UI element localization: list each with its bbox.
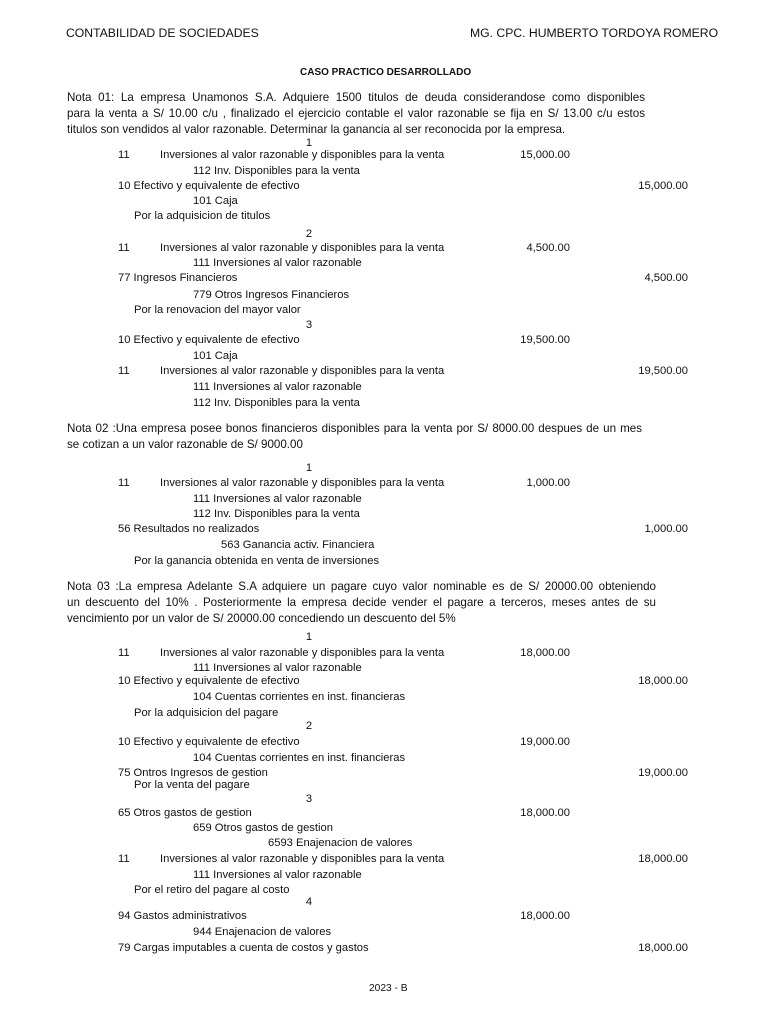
credit-account: Inversiones al valor razonable y disponibles para la venta: [160, 853, 445, 865]
sub-account: 112 Inv. Disponibles para la venta: [193, 508, 360, 520]
sub-account: 779 Otros Ingresos Financieros: [193, 289, 350, 301]
debit-amount: 18,000.00: [520, 910, 570, 922]
credit-amount: 4,500.00: [644, 272, 688, 284]
sub-account: 101 Caja: [193, 195, 238, 207]
entry-gloss: Por la ganancia obtenida en venta de inversiones: [134, 555, 380, 567]
debit-account: Inversiones al valor razonable y disponibles para la venta: [160, 149, 445, 161]
nota-1-line: Nota 01: La empresa Unamonos S.A. Adquiere 1500 titulos de deuda considerandose como disponibles: [67, 91, 645, 104]
debit-amount: 1,000.00: [526, 477, 570, 489]
entry-number: 1: [305, 137, 313, 149]
entry-gloss: Por la renovacion del mayor valor: [134, 304, 301, 316]
sub-account: 112 Inv. Disponibles para la venta: [193, 397, 360, 409]
credit-account: Inversiones al valor razonable y disponibles para la venta: [160, 365, 445, 377]
entry-number: 1: [305, 631, 313, 643]
debit-account: 10 Efectivo y equivalente de efectivo: [118, 736, 300, 748]
account-code: 11: [118, 365, 130, 377]
debit-account: 65 Otros gastos de gestion: [118, 807, 252, 819]
sub-account: 111 Inversiones al valor razonable: [193, 493, 362, 505]
account-code: 11: [118, 242, 130, 254]
credit-amount: 18,000.00: [638, 853, 688, 865]
debit-account: 10 Efectivo y equivalente de efectivo: [118, 334, 300, 346]
entry-number: 2: [305, 228, 313, 240]
credit-account: 75 Ontros Ingresos de gestion: [118, 767, 268, 779]
credit-account: 79 Cargas imputables a cuenta de costos y gastos: [118, 942, 369, 954]
nota-2-line: se cotizan a un valor razonable de S/ 9000.00: [67, 438, 303, 451]
nota-2-line: Nota 02 :Una empresa posee bonos financieros disponibles para la venta por S/ 8000.00 despues de un mes: [67, 422, 642, 435]
credit-account: 10 Efectivo y equivalente de efectivo: [118, 180, 300, 192]
entry-number: 1: [305, 462, 313, 474]
account-code: 11: [118, 149, 130, 161]
nota-1-statement: [67, 90, 645, 138]
sub-account: 563 Ganancia activ. Financiera: [221, 539, 375, 551]
debit-amount: 19,500.00: [520, 334, 570, 346]
credit-amount: 18,000.00: [638, 942, 688, 954]
entry-gloss: Por la adquisicion del pagare: [134, 707, 279, 719]
account-code: 11: [118, 477, 130, 489]
entry-gloss: Por la adquisicion de titulos: [134, 210, 271, 222]
credit-account: 56 Resultados no realizados: [118, 523, 260, 535]
sub-account: 111 Inversiones al valor razonable: [193, 662, 362, 674]
sub-account: 6593 Enajenacion de valores: [268, 837, 413, 849]
debit-account: Inversiones al valor razonable y disponibles para la venta: [160, 647, 445, 659]
credit-amount: 19,000.00: [638, 767, 688, 779]
debit-amount: 18,000.00: [520, 807, 570, 819]
sub-account: 659 Otros gastos de gestion: [193, 822, 333, 834]
sub-account: 111 Inversiones al valor razonable: [193, 381, 362, 393]
credit-amount: 19,500.00: [638, 365, 688, 377]
entry-gloss: Por el retiro del pagare al costo: [134, 884, 290, 896]
account-code: 11: [118, 853, 130, 865]
sub-account: 101 Caja: [193, 350, 238, 362]
debit-amount: 15,000.00: [520, 149, 570, 161]
entry-number: 3: [305, 793, 313, 805]
nota-3-statement: [67, 579, 656, 627]
credit-amount: 18,000.00: [638, 675, 688, 687]
credit-amount: 1,000.00: [644, 523, 688, 535]
sub-account: 112 Inv. Disponibles para la venta: [193, 165, 360, 177]
header-author: MG. CPC. HUMBERTO TORDOYA ROMERO: [470, 26, 719, 40]
sub-account: 111 Inversiones al valor razonable: [193, 869, 362, 881]
account-code: 11: [118, 647, 130, 659]
debit-account: 94 Gastos administrativos: [118, 910, 247, 922]
sub-account: 944 Enajenacion de valores: [193, 926, 332, 938]
debit-amount: 19,000.00: [520, 736, 570, 748]
footer-period: 2023 - B: [369, 983, 408, 994]
document-title: CASO PRACTICO DESARROLLADO: [300, 67, 472, 78]
credit-amount: 15,000.00: [638, 180, 688, 192]
credit-account: 10 Efectivo y equivalente de efectivo: [118, 675, 300, 687]
sub-account: 104 Cuentas corrientes en inst. financieras: [193, 752, 406, 764]
nota-2-statement: [67, 421, 642, 453]
entry-number: 4: [305, 896, 313, 908]
nota-3-line: vencimiento por un valor de S/ 20000.00 concediendo un descuento del 5%: [67, 612, 456, 625]
debit-amount: 18,000.00: [520, 647, 570, 659]
header-course-title: CONTABILIDAD DE SOCIEDADES: [66, 26, 259, 40]
nota-1-line: para la venta a S/ 10.00 c/u , finalizado el ejercicio contable el valor razonable se fija en S/ 13.00 c/u estos: [67, 107, 645, 120]
nota-3-line: Nota 03 :La empresa Adelante S.A adquiere un pagare cuyo valor nominable es de S/ 20000.00 obteniendo: [67, 580, 656, 593]
debit-amount: 4,500.00: [526, 242, 570, 254]
nota-3-line: un descuento del 10% . Posteriormente la empresa decide vender el pagare a terceros, meses antes de su: [67, 596, 656, 609]
credit-account: 77 Ingresos Financieros: [118, 272, 238, 284]
entry-gloss: Por la venta del pagare: [134, 779, 250, 791]
entry-number: 2: [305, 720, 313, 732]
sub-account: 111 Inversiones al valor razonable: [193, 257, 362, 269]
entry-number: 3: [305, 319, 313, 331]
debit-account: Inversiones al valor razonable y disponibles para la venta: [160, 242, 445, 254]
sub-account: 104 Cuentas corrientes en inst. financieras: [193, 691, 406, 703]
debit-account: Inversiones al valor razonable y disponibles para la venta: [160, 477, 445, 489]
nota-1-line: titulos son vendidos al valor razonable. Determinar la ganancia al ser reconocida por la empresa.: [67, 123, 566, 136]
